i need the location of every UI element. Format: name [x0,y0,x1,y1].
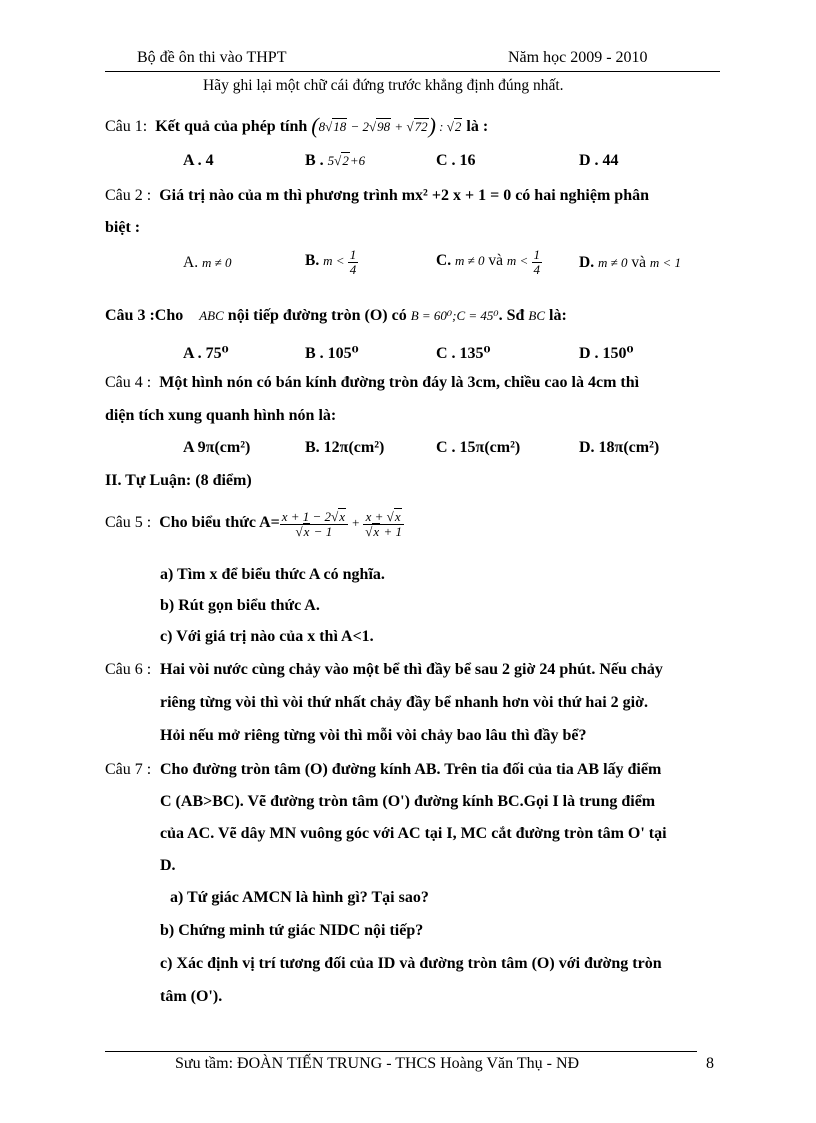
q1-option-d: D . 44 [579,152,619,169]
q7-item-b: b) Chứng minh tứ giác NIDC nội tiếp? [160,922,424,939]
q1-option-b: B . 5√2+6 [305,152,366,169]
q4-question-cont: diện tích xung quanh hình nón là: [105,407,337,424]
q7-item-c: c) Xác định vị trí tương đối của ID và đường tròn tâm (O) với đường tròn [160,955,662,972]
q6-label: Câu 6 : [105,661,152,678]
q2-question-cont: biệt : [105,219,141,236]
q2-question: Câu 2 : Giá trị nào của m thì phương trình mx² +2 x + 1 = 0 có hai nghiệm phân [105,187,649,204]
q1-expression: (8√18 − 2√98 + √72) : √2 [311,113,462,138]
q6-line-2: riêng từng vòi thì vòi thứ nhất chảy đầy bể nhanh hơn vòi thứ hai 2 giờ. [160,694,648,711]
q2-option-b: B. m < $\frac{1}{4}$ [305,247,357,277]
header-left: Bộ đề ôn thi vào THPT [137,49,287,66]
section-title: II. Tự Luận: (8 điểm) [105,472,252,489]
q7-item-c-cont: tâm (O'). [160,988,223,1005]
q1-option-c: C . 16 [436,152,476,169]
q1-tail: là : [466,118,489,135]
q7-label: Câu 7 : [105,761,152,778]
page-number: 8 [706,1055,714,1072]
q3-option-b: B . 105⁰ [305,345,359,362]
q1-label: Câu 1: [105,118,148,135]
q4-question: Câu 4 : Một hình nón có bán kính đường tròn đáy là 3cm, chiều cao là 4cm thì [105,374,640,391]
q1-option-a: A . 4 [183,152,214,169]
q5-item-b: b) Rút gọn biểu thức A. [160,597,320,614]
q2-option-d: D. m ≠ 0 và m < 1 [579,254,682,271]
instruction: Hãy ghi lại một chữ cái đứng trước khẳng định đúng nhất. [203,77,564,94]
q5-item-a: a) Tìm x để biểu thức A có nghĩa. [160,566,385,583]
q2-option-a: A. m ≠ 0 [183,254,232,271]
q4-option-d: D. 18π(cm²) [579,439,660,456]
q3-question: Câu 3 :Cho ABC nội tiếp đường tròn (O) có B = 60⁰;C = 45⁰. Sđ BC là: [105,307,567,324]
q1-question [105,113,488,139]
q7-line-2: C (AB>BC). Vẽ đường tròn tâm (O') đường kính BC.Gọi I là trung điểm [160,793,656,810]
q7-line-1: Cho đường tròn tâm (O) đường kính AB. Trên tia đối của tia AB lấy điểm [160,761,662,778]
header-rule [105,71,720,72]
q5-expression: $\frac{x + 1 - 2√x}{√x - 1}$ + $\frac{x + √x}{√x + 1}$ [281,509,402,539]
footer-text: Sưu tầm: ĐOÀN TIẾN TRUNG - THCS Hoàng Văn Thụ - NĐ [175,1055,580,1072]
q7-line-3: của AC. Vẽ dây MN vuông góc với AC tại I, MC cắt đường tròn tâm O' tại [160,825,667,842]
header-right: Năm học 2009 - 2010 [508,49,648,66]
q4-option-a: A 9π(cm²) [183,439,251,456]
q5-question: Câu 5 : Cho biểu thức A= $\frac{x + 1 - 2√x}{√x - 1}$ + $\frac{x + √x}{√x + 1}$ [105,509,402,539]
q7-item-a: a) Tứ giác AMCN là hình gì? Tại sao? [170,889,429,906]
q4-option-b: B. 12π(cm²) [305,439,385,456]
q3-option-c: C . 135⁰ [436,345,491,362]
q3-option-a: A . 75⁰ [183,345,229,362]
q6-line-1: Hai vòi nước cùng chảy vào một bể thì đầy bể sau 2 giờ 24 phút. Nếu chảy [160,661,663,678]
q1-text: Kết quả của phép tính [155,118,308,135]
footer-rule [105,1051,697,1052]
q7-line-4: D. [160,857,176,874]
q3-option-d: D . 150⁰ [579,345,634,362]
q5-item-c: c) Với giá trị nào của x thì A<1. [160,628,374,645]
q6-line-3: Hỏi nếu mở riêng từng vòi thì mỗi vòi chảy bao lâu thì đầy bể? [160,727,587,744]
q4-option-c: C . 15π(cm²) [436,439,521,456]
q2-option-c: C. m ≠ 0 và m < $\frac{1}{4}$ [436,247,541,277]
